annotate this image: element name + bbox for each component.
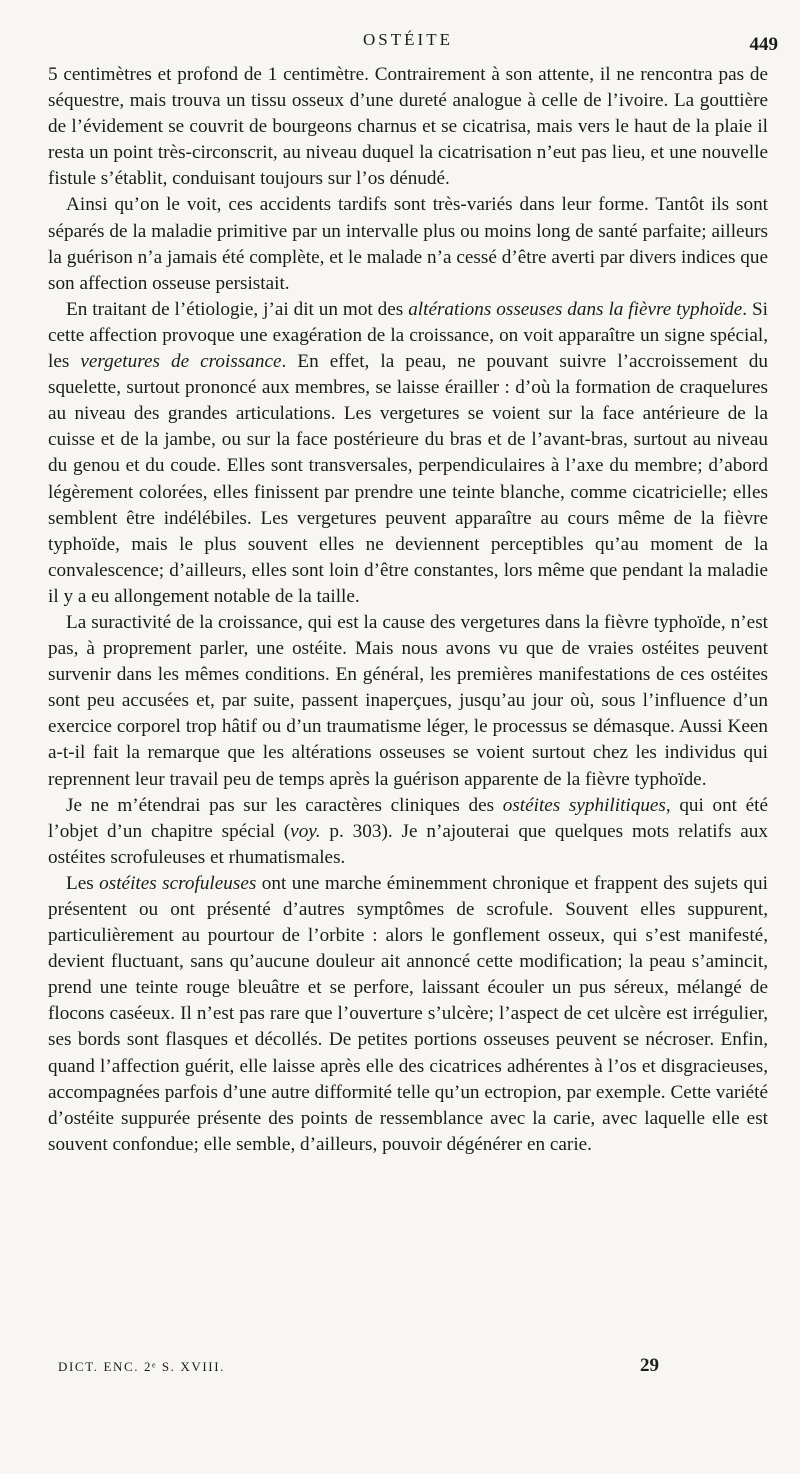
text-segment: Ainsi qu’on le voit, ces accidents tardifs sont très-variés dans leur forme. Tantôt ils sont séparés de la maladie primitive par un intervalle plus ou moins long de santé parfaite; ailleurs la guérison n’a jamais été complète, et le malade n’a cessé d’être averti par divers indices que son affection osseuse persistait. bbox=[48, 194, 768, 294]
text-segment: p. 303). Je n’ajouterai que quelques mots relatifs aux ostéites scrofuleuses et rhumatismales. bbox=[48, 820, 768, 868]
body-text bbox=[48, 62, 768, 1158]
sheet-number: 29 bbox=[640, 1355, 659, 1376]
text-segment: . Si cette affection provoque une exagération de la croissance, on voit apparaître un signe spécial, les bbox=[48, 298, 768, 373]
paragraph-2 bbox=[48, 192, 768, 296]
italic-term: voy. bbox=[290, 820, 321, 842]
text-segment: Je ne m’étendrai pas sur les caractères cliniques des bbox=[66, 794, 503, 816]
italic-term: altérations osseuses dans la fièvre typhoïde bbox=[408, 298, 743, 320]
text-segment: ont une marche éminemment chronique et frappent des sujets qui présentent ou ont présenté d’autres symptômes de scrofule. Souvent elles suppurent, particulièrement au pourtour de l’orbite : alors le gonflement osseux, qui s’est manifesté, devient fluctuant, sans qu’aucune douleur ait annoncé cette modification; la peau s’amincit, prend une teinte rouge bleuâtre et se perfore, laissant écouler un pus séreux, mélangé de flocons caséeux. Il n’est pas rare que l’ouverture s’ulcère; l’aspect de cet ulcère est irrégulier, ses bords sont flasques et décollés. De petites portions osseuses peuvent se nécroser. Enfin, quand l’affection guérit, elle laisse après elle des cicatrices adhérentes à l’os et disgracieuses, accompagnées parfois d’une autre difformité telle qu’un ectropion, par exemple. Cette variété d’ostéite suppurée présente des points de ressemblance avec la carie, avec laquelle elle est souvent confondue; elle semble, d’ailleurs, pouvoir dégénérer en carie. bbox=[48, 872, 768, 1155]
book-page bbox=[48, 30, 778, 1158]
text-segment: Les bbox=[66, 872, 100, 894]
printer-signature: DICT. ENC. 2ᵉ S. XVIII. bbox=[58, 1359, 225, 1374]
page-footer bbox=[58, 1355, 678, 1385]
text-segment: , qui ont été l’objet d’un chapitre spécial ( bbox=[48, 794, 768, 842]
text-segment: La suractivité de la croissance, qui est la cause des vergetures dans la fièvre typhoïde, n’est pas, à proprement parler, une ostéite. Mais nous avons vu que de vraies ostéites peuvent survenir dans les mêmes conditions. En général, les premières manifestations de ces ostéites sont peu accusées et, par suite, passent inaperçues, jusqu’au jour où, sous l’influence d’un exercice corporel trop hâtif ou d’un traumatisme léger, le processus se démasque. Aussi Keen a-t-il fait la remarque que les altérations osseuses se voient surtout chez les individus qui reprennent leur travail peu de temps après la guérison apparente de la fièvre typhoïde. bbox=[48, 611, 768, 790]
italic-term: ostéites syphilitiques bbox=[502, 794, 666, 816]
page-header bbox=[48, 30, 778, 60]
paragraph-5 bbox=[48, 793, 768, 871]
text-segment: . En effet, la peau, ne pouvant suivre l’accroissement du squelette, surtout prononcé aux membres, se laisse érailler : d’où la formation de craquelures au niveau des grandes articulations. Les vergetures se voient sur la face antérieure de la cuisse et de la jambe, ou sur la face postérieure du bras et de l’avant-bras, surtout au niveau du genou et du coude. Elles sont transversales, perpendiculaires à l’axe du membre; d’abord légèrement colorées, elles finissent par prendre une teinte blanche, comme cicatricielle; elles semblent être indélébiles. Les vergetures peuvent apparaître au cours même de la fièvre typhoïde, mais le plus souvent elles ne deviennent perceptibles qu’au moment de la convalescence; d’ailleurs, elles sont loin d’être constantes, lors même que pendant la maladie il y a eu allongement notable de la taille. bbox=[48, 351, 768, 607]
text-segment: En traitant de l’étiologie, j’ai dit un mot des bbox=[66, 298, 409, 320]
paragraph-3 bbox=[48, 297, 768, 610]
text-segment: 5 centimètres et profond de 1 centimètre. Contrairement à son attente, il ne rencontra pas de séquestre, mais trouva un tissu osseux d’une dureté analogue à celle de l’ivoire. La gouttière de l’évidement se couvrit de bourgeons charnus et se cicatrisa, mais vers le haut de la plaie il resta un point très-circonscrit, au niveau duquel la cicatrisation n’eut pas lieu, et une nouvelle fistule s’établit, conduisant toujours sur l’os dénudé. bbox=[48, 64, 768, 190]
paragraph-1 bbox=[48, 62, 768, 192]
page-number: 449 bbox=[749, 34, 778, 55]
running-title: OSTÉITE bbox=[363, 30, 453, 49]
italic-term: ostéites scrofuleuses bbox=[99, 872, 257, 894]
paragraph-6 bbox=[48, 871, 768, 1158]
paragraph-4 bbox=[48, 610, 768, 793]
italic-term: vergetures de croissance bbox=[80, 351, 282, 373]
